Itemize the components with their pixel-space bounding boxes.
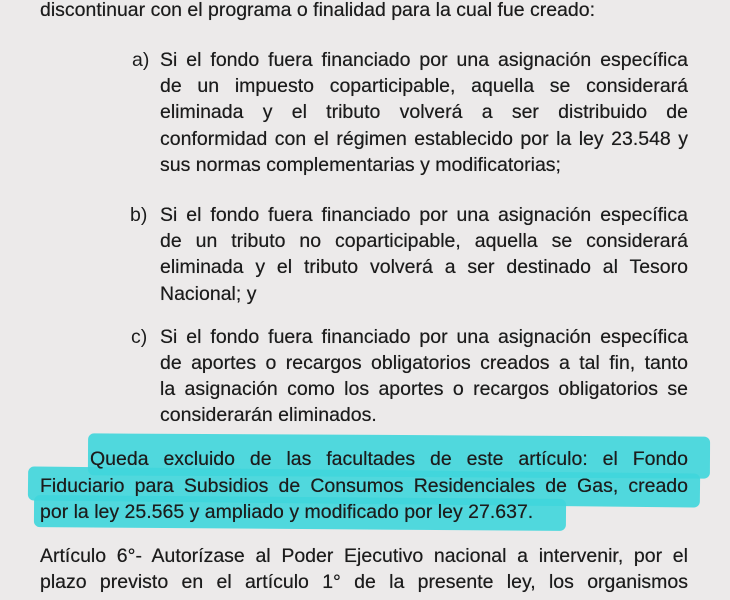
- item-b-line: de un tributo no coparticipable, aquella se considerará: [160, 230, 688, 252]
- article-6-line: Artículo 6°- Autorízase al Poder Ejecutivo nacional a intervenir, por el: [40, 545, 688, 567]
- item-b-line: Si el fondo fuera financiado por una asignación específica: [160, 204, 688, 226]
- item-a-line: de un impuesto coparticipable, aquella se considerará: [160, 75, 688, 97]
- item-b-marker: b): [130, 204, 148, 226]
- item-b-line: Nacional; y: [160, 283, 257, 305]
- item-a-marker: a): [132, 49, 150, 71]
- item-a-line: eliminada y el tributo volverá a ser distribuido de: [160, 101, 688, 123]
- article-6-line: plazo previsto en el artículo 1° de la presente ley, los organismos: [40, 571, 688, 593]
- item-a-line: conformidad con el régimen establecido por la ley 23.548 y: [160, 128, 688, 150]
- intro-line: discontinuar con el programa o finalidad para la cual fue creado:: [40, 0, 596, 21]
- exclusion-line: Fiduciario para Subsidios de Consumos Residenciales de Gas, creado: [40, 475, 688, 497]
- item-c-line: Si el fondo fuera financiado por una asignación específica: [160, 326, 688, 348]
- item-c-line: de aportes o recargos obligatorios creados a tal fin, tanto: [160, 352, 688, 374]
- item-a-line: Si el fondo fuera financiado por una asignación específica: [160, 49, 688, 71]
- item-b-line: eliminada y el tributo volverá a ser destinado al Tesoro: [160, 256, 688, 278]
- cut-off-next-line: [40, 594, 688, 600]
- item-c-line: considerarán eliminados.: [160, 404, 377, 426]
- item-c-line: la asignación como los aportes o recargos obligatorios se: [160, 378, 688, 400]
- item-a-line: sus normas complementarias y modificatorias;: [160, 154, 561, 176]
- exclusion-line: por la ley 25.565 y ampliado y modificado por ley 27.637.: [40, 501, 534, 523]
- item-c-marker: c): [131, 326, 148, 348]
- exclusion-line: Queda excluido de las facultades de este artículo: el Fondo: [90, 448, 688, 470]
